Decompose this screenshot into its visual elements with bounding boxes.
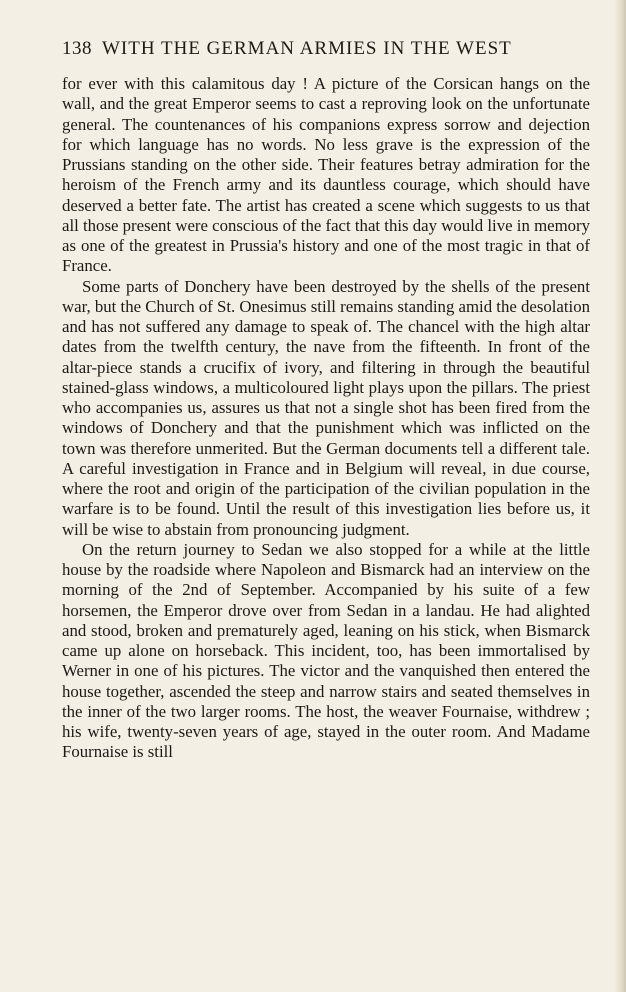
running-head	[62, 38, 590, 66]
page-edge-shadow	[614, 0, 626, 992]
running-title: WITH THE GERMAN ARMIES IN THE WEST	[102, 38, 512, 59]
page-number: 138	[62, 38, 92, 59]
body-text	[62, 74, 590, 763]
paragraph-continued: for ever with this calamitous day ! A picture of the Corsican hangs on the wall, and the great Emperor seems to cast a reproving look on the unfortunate general. The countenances of his companions express sorrow and dejection for which language has no words. No less grave is the expression of the Prussians standing on the other side. Their features betray admiration for the heroism of the French army and its dauntless courage, which should have deserved a better fate. The artist has created a scene which suggests to us that all those present were conscious of the fact that this day would live in memory as one of the greatest in Prussia's history and one of the most tragic in that of France.	[62, 74, 590, 276]
book-page	[62, 38, 590, 763]
paragraph-return-journey: On the return journey to Sedan we also stopped for a while at the little house by the roadside where Napoleon and Bismarck had an interview on the morning of the 2nd of September. Accompanied by his suite of a few horsemen, the Emperor drove over from Sedan in a landau. He had alighted and stood, broken and prematurely aged, leaning on his stick, when Bismarck came up alone on horseback. This incident, too, has been immortalised by Werner in one of his pictures. The victor and the vanquished then entered the house together, ascended the steep and narrow stairs and seated themselves in the inner of the two larger rooms. The host, the weaver Fournaise, withdrew ; his wife, twenty-seven years of age, stayed in the outer room. And Madame Fournaise is still	[62, 539, 590, 762]
paragraph-donchery-church: Some parts of Donchery have been destroyed by the shells of the present war, but the Church of St. Onesimus still remains standing amid the desolation and has not suffered any damage to speak of. The chancel with the high altar dates from the twelfth century, the nave from the fifteenth. In front of the altar-piece stands a crucifix of ivory, and filtering in through the beautiful stained-glass windows, a multicoloured light plays upon the pillars. The priest who accompanies us, assures us that not a single shot has been fired from the windows of Donchery and that the punishment which was inflicted on the town was therefore unmerited. But the German documents tell a different tale. A careful investigation in France and in Belgium will reveal, in due course, where the root and origin of the participation of the civilian population in the warfare is to be found. Until the result of this investigation lies before us, it will be wise to abstain from pronouncing judgment.	[62, 276, 590, 539]
